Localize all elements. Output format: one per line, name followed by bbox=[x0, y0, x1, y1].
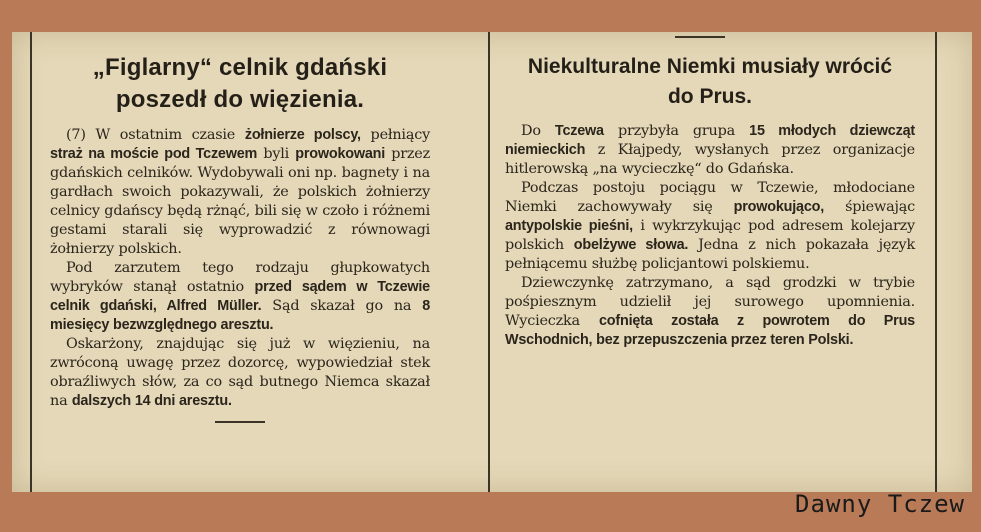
text-run: Do bbox=[521, 123, 555, 139]
text-run: śpiewając bbox=[824, 199, 915, 215]
article-headline bbox=[50, 52, 430, 116]
text-run: (7) W ostatnim czasie bbox=[66, 127, 245, 143]
top-separator-rule bbox=[675, 36, 725, 38]
text-run: przez gdańskich celników. Wydobywali oni np. bagnety i na gardłach swoich pokazywali, że polskich żołnierzy celnicy gdańscy będą rżnąć, bili się w czoło i różnemi gestami starali się wyprowadzić z równowagi żołnierzy polskich. bbox=[50, 146, 430, 257]
bold-run: straż na moście pod Tczewem bbox=[50, 146, 258, 162]
text-run: Oskarżony, znajdując się już w więzieniu, na zwróconą uwagę przez dozorcę, wypowiedział stek obraźliwych słów, za co sąd butnego Niemca skazał na bbox=[50, 336, 430, 409]
bold-run: dalszych 14 dni aresztu. bbox=[71, 393, 232, 409]
bold-run: prowokowani bbox=[295, 146, 386, 162]
headline-line-2: poszedł do więzienia. bbox=[115, 86, 365, 113]
paragraph-2 bbox=[505, 179, 915, 274]
text-run: z Kłajpedy, wysłanych przez organizacje hitlerowską „na wycieczkę“ do Gdańska. bbox=[505, 142, 915, 177]
bold-run: antypolskie pieśni, bbox=[505, 218, 633, 234]
article-figlarny-celnik bbox=[50, 52, 430, 423]
paragraph-2 bbox=[50, 259, 430, 335]
bold-run: 8 miesięcy bezwzględnego aresztu. bbox=[50, 298, 430, 333]
text-run: i wykrzykując pod adresem kolejarzy polskich bbox=[505, 218, 915, 253]
bold-run: przed sądem w Tczewie celnik gdański, Alfred Müller. bbox=[50, 279, 430, 314]
paragraph-1 bbox=[505, 122, 915, 179]
paragraph-3 bbox=[505, 274, 915, 350]
text-run: byli bbox=[257, 146, 296, 162]
column-rule-right bbox=[935, 32, 937, 492]
text-run: Dziewczynkę zatrzymano, a sąd grodzki w trybie pośpiesznym udzielił jej surowego upomnienia. Wycieczka bbox=[505, 275, 915, 329]
text-run: Pod zarzutem tego rodzaju głupkowatych wybryków stanął ostatnio bbox=[50, 260, 430, 295]
column-rule-middle bbox=[488, 32, 490, 492]
paragraph-3 bbox=[50, 335, 430, 411]
article-niekulturalne-niemki bbox=[505, 52, 915, 350]
article-body bbox=[505, 122, 915, 350]
text-run: Sąd skazał go na bbox=[261, 298, 423, 314]
headline-line-1: „Figlarny“ celnik gdański bbox=[92, 54, 388, 81]
bold-run: obelżywe słowa. bbox=[573, 237, 689, 253]
text-run: przybyła grupa bbox=[603, 123, 750, 139]
article-headline bbox=[505, 52, 915, 112]
bold-run: prowokująco, bbox=[733, 199, 825, 215]
watermark: Dawny Tczew bbox=[795, 490, 965, 518]
bold-run: 15 młodych dziewcząt niemieckich bbox=[505, 123, 915, 158]
bold-run: Tczewa bbox=[554, 123, 604, 139]
headline-line-1: Niekulturalne Niemki musiały wrócić bbox=[527, 55, 893, 78]
column-rule-left bbox=[30, 32, 32, 492]
bold-run: cofnięta została z powrotem do Prus Wschodnich, bez przepuszczenia przez teren Polski. bbox=[505, 313, 915, 348]
article-body bbox=[50, 126, 430, 411]
paragraph-1 bbox=[50, 126, 430, 259]
text-run: Jedna z nich pokazała język pełniącemu służbę policjantowi polskiemu. bbox=[505, 237, 916, 272]
headline-line-2: do Prus. bbox=[667, 85, 752, 108]
end-of-article-rule bbox=[215, 421, 265, 423]
text-run: pełniący bbox=[360, 127, 430, 143]
bold-run: żołnierze polscy, bbox=[244, 127, 361, 143]
text-run: Podczas postoju pociągu w Tczewie, młodociane Niemki zachowywały się bbox=[505, 180, 915, 215]
